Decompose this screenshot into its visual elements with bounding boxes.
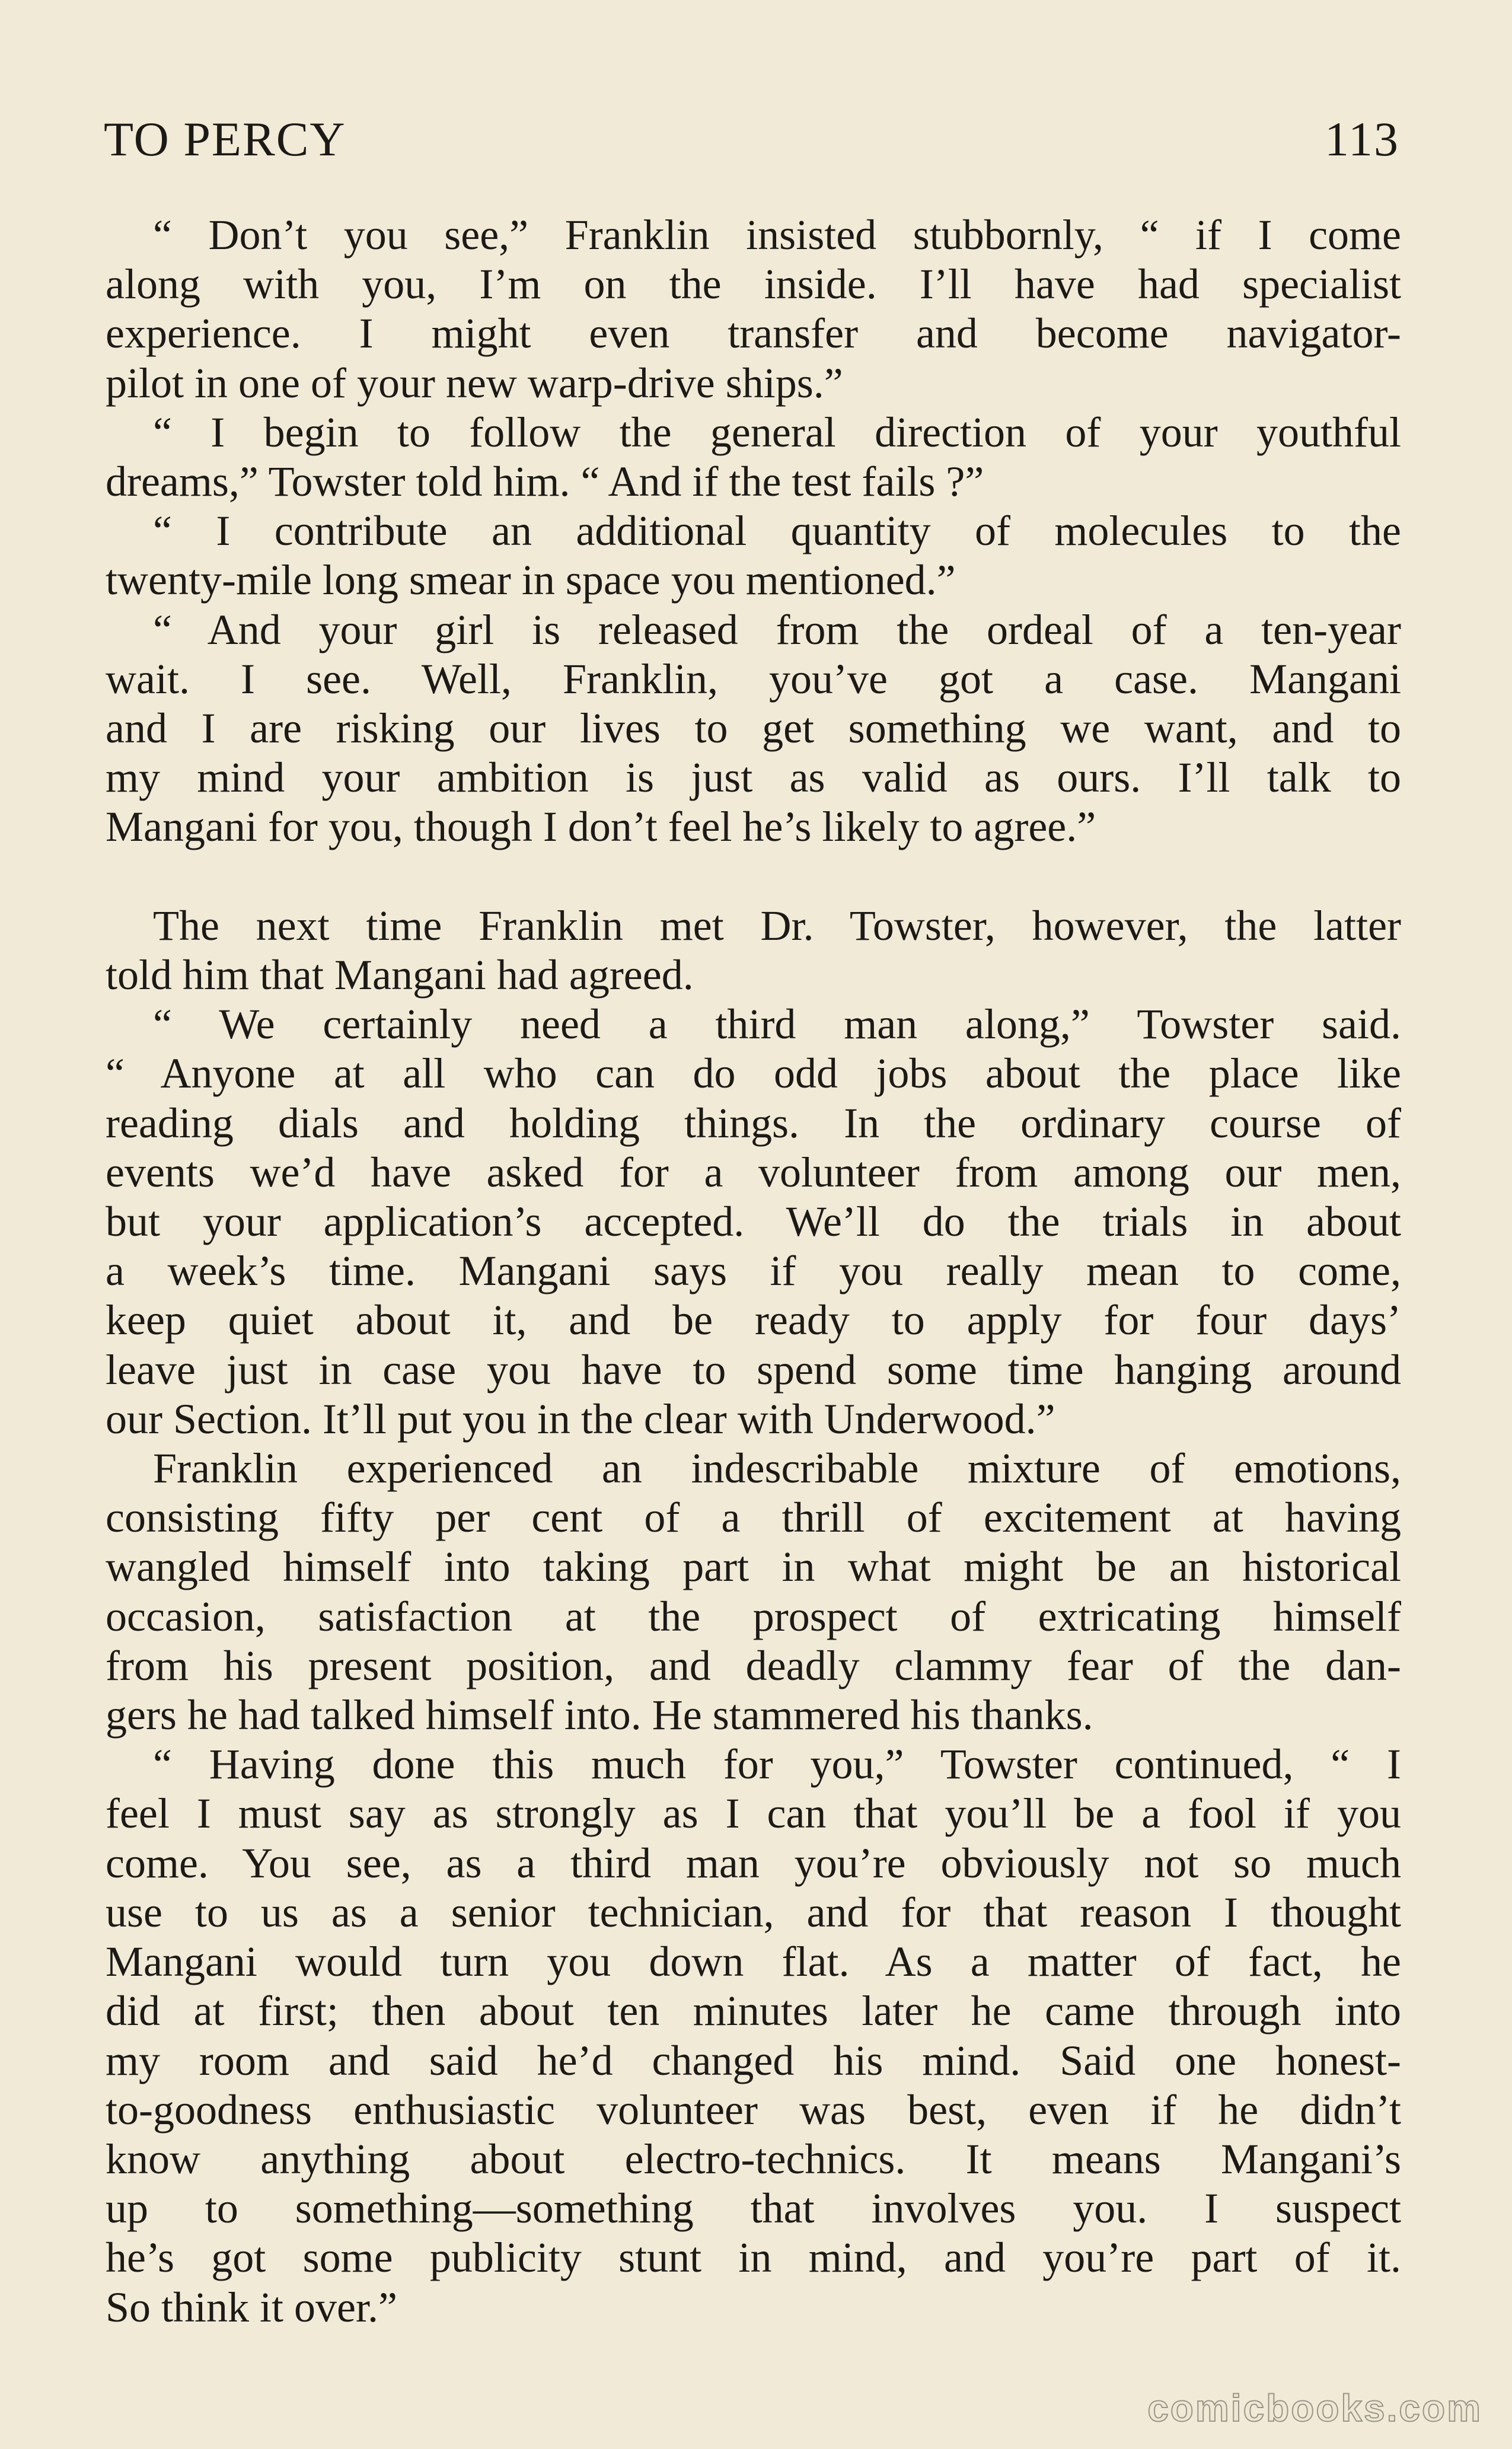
text-line: events we’d have asked for a volunteer from among our men,	[106, 1148, 1401, 1196]
text-line: my room and said he’d changed his mind. Said one honest-	[106, 2036, 1401, 2084]
paragraph	[106, 408, 1401, 506]
text-line: “ We certainly need a third man along,” Towster said.	[153, 1000, 1401, 1048]
paragraph	[106, 1740, 1401, 2332]
text-line: our Section. It’ll put you in the clear with Underwood.”	[106, 1395, 1055, 1443]
text-line: my mind your ambition is just as valid as ours. I’ll talk to	[106, 754, 1401, 802]
text-line: told him that Mangani had agreed.	[106, 951, 694, 999]
text-line: leave just in case you have to spend some time hanging around	[106, 1345, 1401, 1393]
text-line: “ I begin to follow the general direction of your youthful	[153, 408, 1401, 456]
text-line: So think it over.”	[106, 2283, 397, 2331]
text-line: “ Anyone at all who can do odd jobs about the place like	[106, 1050, 1401, 1098]
text-line: to-goodness enthusiastic volunteer was best, even if he didn’t	[106, 2086, 1401, 2134]
text-line: come. You see, as a third man you’re obviously not so much	[106, 1839, 1401, 1887]
paragraph	[106, 506, 1401, 605]
text-line: gers he had talked himself into. He stammered his thanks.	[106, 1691, 1093, 1739]
paragraph	[106, 901, 1401, 1000]
paragraph	[106, 211, 1401, 408]
text-line: consisting fifty per cent of a thrill of excitement at having	[106, 1494, 1401, 1542]
text-line: pilot in one of your new warp-drive ships.”	[106, 359, 843, 407]
text-line: keep quiet about it, and be ready to apply for four days’	[106, 1296, 1401, 1344]
text-line: wangled himself into taking part in what might be an historical	[106, 1543, 1401, 1591]
text-line: The next time Franklin met Dr. Towster, however, the latter	[153, 901, 1401, 949]
paragraph	[106, 1000, 1401, 1444]
running-header	[104, 107, 1399, 172]
text-line: up to something—something that involves you. I suspect	[106, 2185, 1401, 2233]
text-line: dreams,” Towster told him. “ And if the test fails ?”	[106, 458, 984, 506]
text-line: Mangani for you, though I don’t feel he’s likely to agree.”	[106, 803, 1096, 851]
text-line: Mangani would turn you down flat. As a matter of fact, he	[106, 1938, 1401, 1986]
text-line: reading dials and holding things. In the ordinary course of	[106, 1099, 1401, 1147]
text-line: wait. I see. Well, Franklin, you’ve got a case. Mangani	[106, 655, 1401, 703]
text-line: and I are risking our lives to get something we want, and to	[106, 704, 1401, 752]
text-line: along with you, I’m on the inside. I’ll have had specialist	[106, 260, 1401, 308]
text-line: did at first; then about ten minutes later he came through into	[106, 1987, 1401, 2035]
text-line: occasion, satisfaction at the prospect of extricating himself	[106, 1592, 1401, 1640]
text-line: Franklin experienced an indescribable mixture of emotions,	[153, 1444, 1401, 1493]
text-line: twenty-mile long smear in space you mentioned.”	[106, 556, 956, 604]
text-line: feel I must say as strongly as I can that you’ll be a fool if you	[106, 1790, 1401, 1838]
text-line: he’s got some publicity stunt in mind, and you’re part of it.	[106, 2234, 1401, 2282]
body-text	[106, 211, 1401, 2332]
paragraph	[106, 1444, 1401, 1740]
site-watermark: comicbooks.com	[1147, 2387, 1482, 2429]
text-line: experience. I might even transfer and become navigator-	[106, 310, 1401, 358]
text-line: from his present position, and deadly clammy fear of the dan-	[106, 1641, 1401, 1689]
text-line: a week’s time. Mangani says if you really mean to come,	[106, 1247, 1401, 1295]
text-line: “ And your girl is released from the ordeal of a ten-year	[153, 605, 1401, 653]
paragraph	[106, 605, 1401, 852]
page-number: 113	[1325, 112, 1399, 166]
running-title: TO PERCY	[104, 112, 346, 166]
text-line: “ Having done this much for you,” Towster continued, “ I	[153, 1740, 1401, 1788]
section-break	[106, 852, 1401, 901]
text-line: know anything about electro-technics. It means Mangani’s	[106, 2135, 1401, 2183]
text-line: “ I contribute an additional quantity of molecules to the	[153, 507, 1401, 555]
text-line: “ Don’t you see,” Franklin insisted stubbornly, “ if I come	[153, 211, 1401, 259]
text-line: use to us as a senior technician, and for that reason I thought	[106, 1888, 1401, 1936]
text-line: but your application’s accepted. We’ll do the trials in about	[106, 1198, 1401, 1246]
